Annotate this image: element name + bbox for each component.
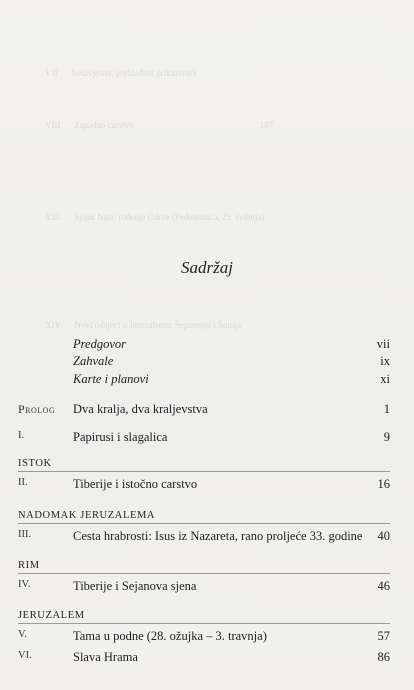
entry-number: Prolog bbox=[18, 402, 56, 416]
entry-number: II. bbox=[18, 477, 28, 488]
entry-number: IV. bbox=[18, 579, 31, 590]
entry-page: 1 bbox=[383, 402, 390, 416]
entry-page: 40 bbox=[377, 529, 390, 543]
toc-entry-chapter-4 bbox=[18, 579, 390, 597]
toc-entry-chapter-6 bbox=[18, 650, 390, 668]
entry-number: VI. bbox=[18, 650, 32, 661]
toc-entry-predgovor bbox=[18, 337, 390, 355]
section-heading: JERUZALEM bbox=[18, 610, 85, 621]
entry-page: xi bbox=[380, 372, 390, 386]
entry-title: Zahvale bbox=[73, 354, 114, 368]
entry-title: Karte i planovi bbox=[73, 372, 149, 386]
entry-title: Tama u podne (28. ožujka – 3. travnja) bbox=[73, 629, 267, 643]
book-page: VII Neizvjesno, prehlađeni prikazivači VIII Zapadno carstvo 107 XIII Sjajni Nasr, rođenje Crkve (Pedesetnica, 29. svibnja) XIV Novi odsjeci u Jeruzalemu: Šepurenje i Šutnja Sadržaj Predgovor vii Zahvale ix Karte i planovi xi Prolog Dva kralja, dva kraljevstva 1 I. Papirusi i slagalica 9 ISTOK II. Tiberije i istočno carstvo 16 NADOMAK JERUZALEMA III. Cesta hrabrosti: Isus iz Nazareta, rano proljeće 33. godine 40 RIM IV. Tiberije i Sejanova sjena 46 JERUZALEM V. Tama u podne (28. ožujka – 3. travnja) 57 VI. Slava Hrama 86 bbox=[0, 0, 414, 690]
section-heading: NADOMAK JERUZALEMA bbox=[18, 510, 156, 521]
toc-entry-prolog bbox=[18, 402, 390, 420]
entry-page: 9 bbox=[383, 430, 390, 444]
section-divider bbox=[18, 573, 390, 574]
toc-entry-chapter-5 bbox=[18, 629, 390, 647]
entry-title: Cesta hrabrosti: Isus iz Nazareta, rano proljeće 33. godine bbox=[73, 529, 363, 543]
section-heading: ISTOK bbox=[18, 458, 52, 469]
section-divider bbox=[18, 471, 390, 472]
entry-title: Tiberije i istočno carstvo bbox=[73, 477, 198, 491]
entry-title: Papirusi i slagalica bbox=[73, 430, 168, 444]
entry-page: 57 bbox=[377, 629, 390, 643]
entry-title: Predgovor bbox=[73, 337, 126, 351]
toc-entry-zahvale bbox=[18, 354, 390, 372]
toc-entry-chapter-2 bbox=[18, 477, 390, 495]
entry-title: Tiberije i Sejanova sjena bbox=[73, 579, 197, 593]
toc-entry-karte bbox=[18, 372, 390, 390]
entry-page: 16 bbox=[377, 477, 390, 491]
section-heading: RIM bbox=[18, 560, 40, 571]
entry-title: Dva kralja, dva kraljevstva bbox=[73, 402, 208, 416]
entry-page: 86 bbox=[377, 650, 390, 664]
entry-page: 46 bbox=[377, 579, 390, 593]
toc-entry-chapter-3 bbox=[18, 529, 390, 547]
entry-number: III. bbox=[18, 529, 32, 540]
entry-title: Slava Hrama bbox=[73, 650, 138, 664]
entry-page: ix bbox=[380, 354, 390, 368]
entry-page: vii bbox=[376, 337, 390, 351]
section-divider bbox=[18, 523, 390, 524]
section-divider bbox=[18, 623, 390, 624]
entry-number: V. bbox=[18, 629, 27, 640]
toc-entry-chapter-1 bbox=[18, 430, 390, 448]
entry-number: I. bbox=[18, 430, 25, 441]
toc-title: Sadržaj bbox=[181, 258, 233, 277]
